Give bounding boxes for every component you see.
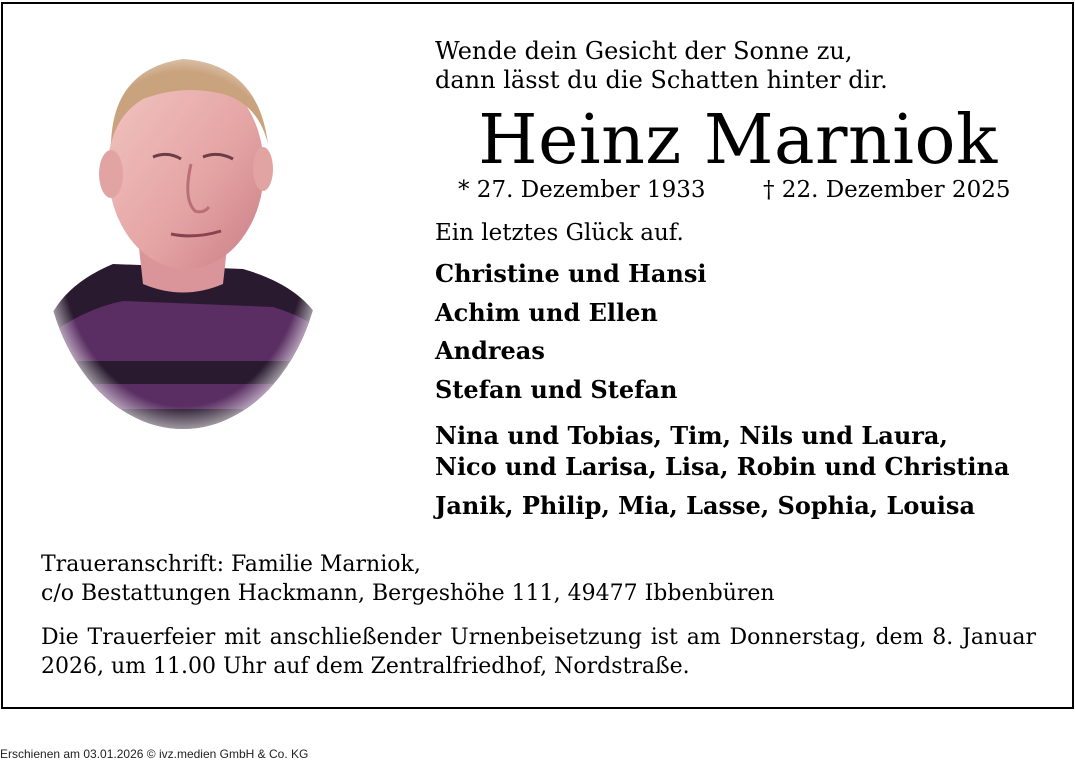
deceased-name: Heinz Marniok	[478, 101, 998, 180]
birth-date: * 27. Dezember 1933	[458, 177, 706, 203]
death-date: † 22. Dezember 2025	[763, 177, 1011, 203]
grandchildren-line: Nina und Tobias, Tim, Nils und Laura,	[435, 421, 948, 450]
obituary-notice	[1, 2, 1074, 709]
ceremony-info: Die Trauerfeier mit anschließender Urnenbeisetzung ist am Donnerstag, dem 8. Januar 2026, um 11.00 Uhr auf dem Zentralfriedhof, Nordstraße.	[41, 625, 1036, 679]
grandchildren-line: Nico und Larisa, Lisa, Robin und Christina	[435, 452, 1010, 481]
publication-note: Erschienen am 03.01.2026 © ivz.medien GmbH & Co. KG	[0, 747, 309, 761]
mourning-address	[41, 550, 775, 608]
portrait-photo	[43, 39, 328, 434]
mourner-line: Andreas	[435, 336, 545, 365]
motto-line-1: Wende dein Gesicht der Sonne zu,	[435, 37, 853, 65]
mourners-list	[435, 255, 706, 409]
mourner-line: Christine und Hansi	[435, 259, 707, 288]
farewell-phrase: Ein letztes Glück auf.	[435, 220, 684, 246]
motto-line-2: dann lässt du die Schatten hinter dir.	[435, 66, 888, 94]
mourner-line: Stefan und Stefan	[435, 374, 678, 404]
mourner-line: Achim und Ellen	[435, 297, 658, 327]
motto-quote	[435, 37, 888, 95]
grandchildren-list	[435, 420, 1010, 521]
address-line-1: Traueranschrift: Familie Marniok,	[41, 552, 421, 577]
grandchildren-line: Janik, Philip, Mia, Lasse, Sophia, Louisa	[435, 491, 975, 520]
address-line-2: c/o Bestattungen Hackmann, Bergeshöhe 111, 49477 Ibbenbüren	[41, 581, 775, 606]
